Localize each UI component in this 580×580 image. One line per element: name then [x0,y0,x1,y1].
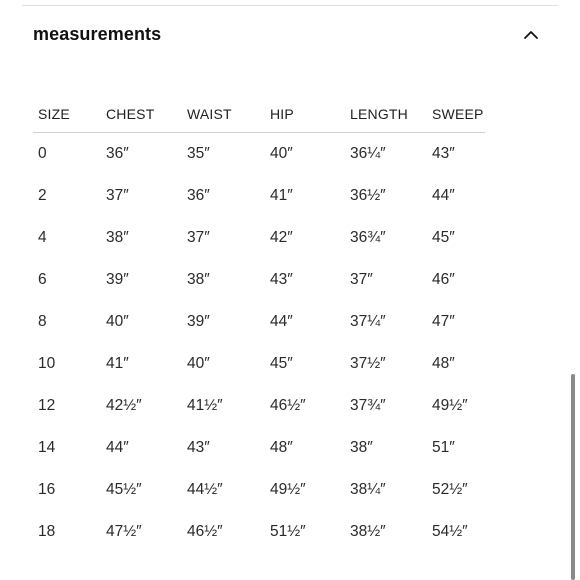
cell-length: 36¼″ [350,145,386,162]
cell-chest: 47½″ [106,523,142,540]
cell-waist: 36″ [187,187,210,204]
cell-size: 16 [38,481,56,498]
header-sweep: SWEEP [427,96,485,133]
cell-waist: 40″ [187,355,210,372]
cell-chest: 38″ [106,229,129,246]
cell-waist: 35″ [187,145,210,162]
cell-size: 14 [38,439,56,456]
cell-sweep: 45″ [432,229,455,246]
cell-length: 38″ [350,439,373,456]
cell-chest: 39″ [106,271,129,288]
cell-size: 18 [38,523,56,540]
cell-sweep: 54½″ [432,523,468,540]
cell-sweep: 47″ [432,313,455,330]
cell-waist: 37″ [187,229,210,246]
section-title: measurements [33,24,162,44]
cell-sweep: 51″ [432,439,455,456]
cell-waist: 44½″ [187,481,223,498]
header-hip: HIP [265,96,345,133]
table-row [33,217,485,259]
table-row [33,385,485,427]
cell-waist: 41½″ [187,397,223,414]
cell-length: 37″ [350,271,373,288]
cell-hip: 46½″ [270,397,306,414]
cell-length: 38½″ [350,523,386,540]
table-row [33,511,485,553]
cell-hip: 40″ [270,145,293,162]
cell-chest: 37″ [106,187,129,204]
measurements-accordion-header[interactable] [22,14,558,54]
cell-sweep: 43″ [432,145,455,162]
cell-size: 4 [38,229,47,246]
cell-hip: 44″ [270,313,293,330]
cell-size: 12 [38,397,56,414]
cell-hip: 41″ [270,187,293,204]
header-size: SIZE [33,96,101,133]
cell-sweep: 46″ [432,271,455,288]
cell-chest: 36″ [106,145,129,162]
header-chest: CHEST [101,96,182,133]
table-row [33,469,485,511]
cell-waist: 46½″ [187,523,223,540]
table-header-row [33,96,485,133]
cell-length: 37¼″ [350,313,386,330]
cell-size: 0 [38,145,47,162]
cell-hip: 49½″ [270,481,306,498]
cell-hip: 45″ [270,355,293,372]
scrollbar-thumb[interactable] [571,374,575,580]
cell-chest: 45½″ [106,481,142,498]
cell-chest: 40″ [106,313,129,330]
table-row [33,427,485,469]
cell-hip: 42″ [270,229,293,246]
cell-hip: 51½″ [270,523,306,540]
header-waist: WAIST [182,96,265,133]
table-row [33,175,485,217]
cell-sweep: 52½″ [432,481,468,498]
table-row [33,133,485,176]
cell-length: 36¾″ [350,229,386,246]
cell-size: 6 [38,271,47,288]
cell-length: 38¼″ [350,481,386,498]
cell-waist: 39″ [187,313,210,330]
chevron-up-icon[interactable] [522,26,540,44]
top-divider [22,5,558,6]
header-length: LENGTH [345,96,427,133]
cell-chest: 41″ [106,355,129,372]
table-row [33,301,485,343]
cell-length: 37½″ [350,355,386,372]
cell-length: 36½″ [350,187,386,204]
cell-size: 8 [38,313,47,330]
cell-chest: 44″ [106,439,129,456]
cell-size: 2 [38,187,47,204]
cell-waist: 43″ [187,439,210,456]
cell-chest: 42½″ [106,397,142,414]
table-row [33,259,485,301]
cell-hip: 48″ [270,439,293,456]
cell-size: 10 [38,355,56,372]
cell-sweep: 48″ [432,355,455,372]
cell-sweep: 49½″ [432,397,468,414]
table-row [33,343,485,385]
cell-sweep: 44″ [432,187,455,204]
size-chart-table [33,96,485,553]
cell-length: 37¾″ [350,397,386,414]
cell-waist: 38″ [187,271,210,288]
cell-hip: 43″ [270,271,293,288]
